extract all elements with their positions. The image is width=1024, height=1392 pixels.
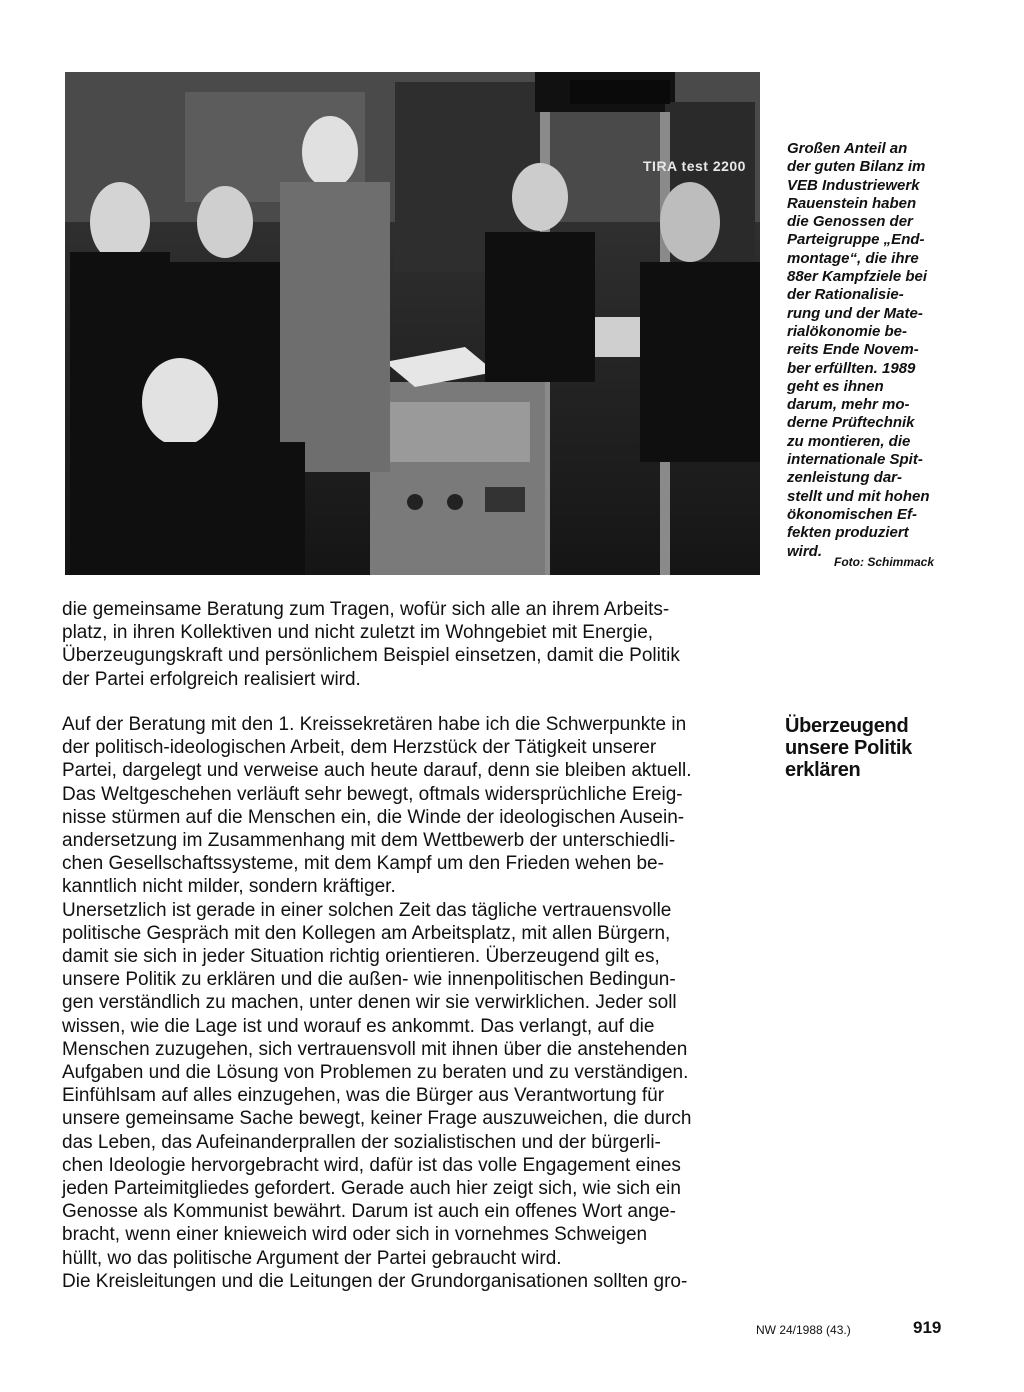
page-number: 919	[913, 1318, 942, 1337]
text-line: gen verständlich zu machen, unter denen wir sie verwirklichen. Jeder soll	[62, 992, 677, 1014]
photo-workers-at-test-machine	[65, 72, 760, 575]
caption-line: die Genossen der	[787, 213, 913, 231]
text-line: Die Kreisleitungen und die Leitungen der Grundorganisationen sollten gro-	[62, 1270, 688, 1292]
caption-line: montage“, die ihre	[787, 249, 919, 267]
text-line: der Partei erfolgreich realisiert wird.	[62, 668, 361, 690]
section-heading	[785, 715, 955, 781]
caption-line: stellt und mit hohen	[787, 487, 930, 505]
issue-reference: NW 24/1988 (43.)	[756, 1323, 851, 1337]
text-line: der politisch-ideologischen Arbeit, dem Herzstück der Tätigkeit unserer	[62, 737, 657, 759]
caption-line: rung und der Mate-	[787, 304, 923, 322]
body-paragraph-1	[62, 598, 762, 691]
caption-line: VEB Industriewerk	[787, 176, 920, 194]
caption-line: geht es ihnen	[787, 377, 884, 395]
text-line: wissen, wie die Lage ist und worauf es ankommt. Das verlangt, auf die	[62, 1015, 655, 1037]
text-line: jeden Parteimitgliedes gefordert. Gerade auch hier zeigt sich, wie sich ein	[62, 1178, 681, 1200]
text-line: politische Gespräch mit den Kollegen am Arbeitsplatz, mit allen Bürgern,	[62, 922, 671, 944]
text-line: platz, in ihren Kollektiven und nicht zuletzt im Wohngebiet mit Energie,	[62, 622, 654, 644]
text-line: Unersetzlich ist gerade in einer solchen Zeit das tägliche vertrauensvolle	[62, 899, 672, 921]
heading-line: unsere Politik	[785, 737, 912, 759]
caption-line: darum, mehr mo-	[787, 396, 910, 414]
text-line: chen Gesellschaftssysteme, mit dem Kampf um den Frieden wehen be-	[62, 853, 664, 875]
caption-line: Parteigruppe „End-	[787, 231, 925, 249]
text-line: Aufgaben und die Lösung von Problemen zu beraten und zu verständigen.	[62, 1062, 689, 1084]
caption-line: rialökonomie be-	[787, 322, 908, 340]
body-paragraph-2	[62, 713, 762, 1293]
caption-line: internationale Spit-	[787, 451, 923, 469]
text-line: andersetzung im Zusammenhang mit dem Wettbewerb der unterschiedli-	[62, 830, 676, 852]
photo-caption	[787, 140, 965, 561]
caption-line: reits Ende Novem-	[787, 341, 919, 359]
text-line: Menschen zuzugehen, sich vertrauensvoll mit ihnen über die anstehenden	[62, 1038, 688, 1060]
heading-line: Überzeugend	[785, 715, 909, 737]
photo-credit: Foto: Schimmack	[834, 555, 935, 569]
caption-line: zenleistung dar-	[787, 469, 903, 487]
caption-line: fekten produziert	[787, 524, 909, 542]
caption-line: wird.	[787, 542, 823, 560]
machine-label: TIRA test 2200	[643, 158, 746, 174]
text-line: nisse stürmen auf die Menschen ein, die Winde der ideologischen Ausein-	[62, 806, 685, 828]
text-line: hüllt, wo das politische Argument der Partei gebraucht wird.	[62, 1247, 562, 1269]
text-line: Einfühlsam auf alles einzugehen, was die Bürger aus Verantwortung für	[62, 1085, 665, 1107]
text-line: Genosse als Kommunist bewährt. Darum ist auch ein offenes Wort ange-	[62, 1201, 676, 1223]
caption-line: 88er Kampfziele bei	[787, 268, 928, 286]
caption-line: der Rationalisie-	[787, 286, 904, 304]
caption-line: derne Prüftechnik	[787, 414, 915, 432]
text-line: Überzeugungskraft und persönlichem Beispiel einsetzen, damit die Politik	[62, 645, 680, 667]
caption-line: ökonomischen Ef-	[787, 505, 918, 523]
text-line: Partei, dargelegt und verweise auch heute darauf, denn sie bleiben aktuell.	[62, 760, 692, 782]
text-line: bracht, wenn einer knieweich wird oder sich in vornehmes Schweigen	[62, 1224, 648, 1246]
caption-line: zu montieren, die	[787, 432, 911, 450]
caption-line: Großen Anteil an	[787, 140, 908, 157]
text-line: kanntlich nicht milder, sondern kräftiger.	[62, 876, 396, 898]
text-line: unsere Politik zu erklären und die außen- wie innenpolitischen Bedingun-	[62, 969, 676, 991]
text-line: das Leben, das Aufeinanderprallen der sozialistischen und der bürgerli-	[62, 1131, 661, 1153]
text-line: chen Ideologie hervorgebracht wird, dafür ist das volle Engagement eines	[62, 1154, 681, 1176]
text-line: Das Weltgeschehen verläuft sehr bewegt, oftmals widersprüchliche Ereig-	[62, 783, 683, 805]
caption-line: ber erfüllten. 1989	[787, 359, 916, 377]
text-line: die gemeinsame Beratung zum Tragen, wofür sich alle an ihrem Arbeits-	[62, 599, 670, 620]
text-line: unsere gemeinsame Sache bewegt, keiner Frage auszuweichen, die durch	[62, 1108, 692, 1130]
heading-line: erklären	[785, 759, 861, 781]
text-line: Auf der Beratung mit den 1. Kreissekretären habe ich die Schwerpunkte in	[62, 714, 687, 735]
caption-line: Rauenstein haben	[787, 194, 917, 212]
caption-line: der guten Bilanz im	[787, 158, 926, 176]
text-line: damit sie sich in jeder Situation richtig orientieren. Überzeugend gilt es,	[62, 946, 660, 968]
